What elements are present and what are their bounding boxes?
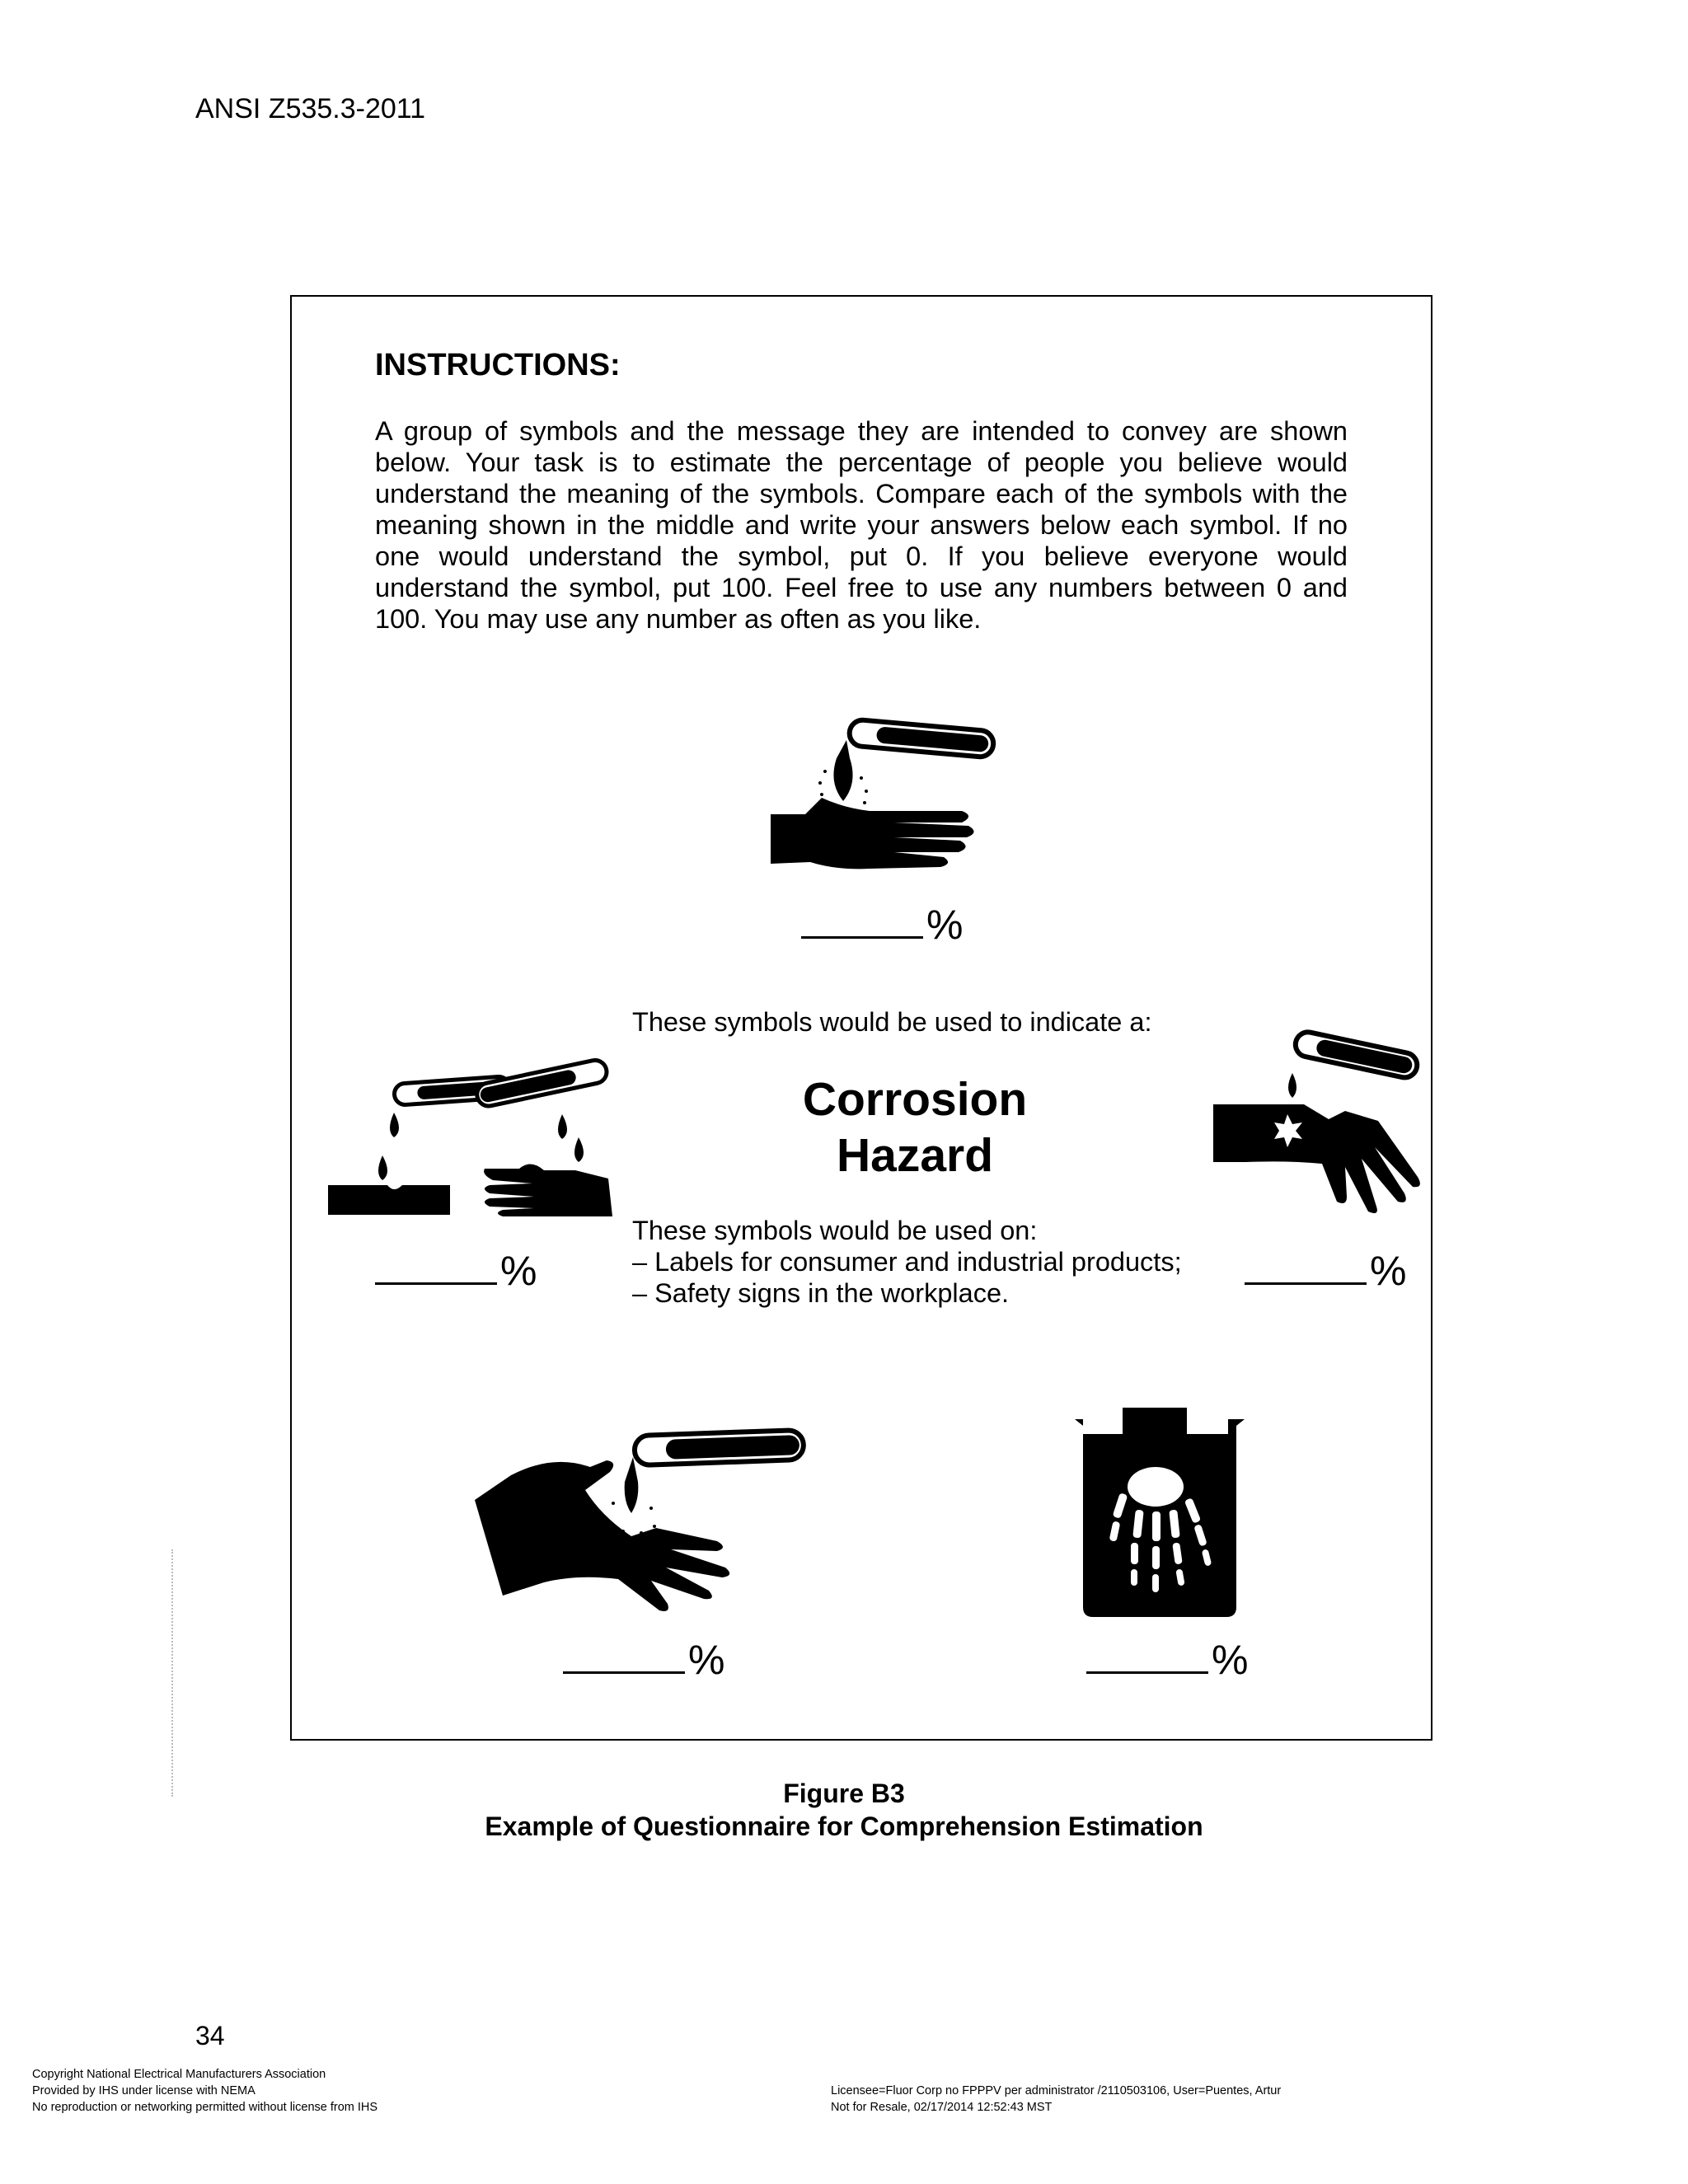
- test-tube-splashing-hand-icon: [1213, 1022, 1428, 1236]
- usage-list: [632, 1215, 1182, 1309]
- usage-heading: These symbols would be used on:: [632, 1216, 1038, 1245]
- test-tubes-dripping-on-surface-and-hand-icon: [328, 1055, 617, 1220]
- left-symbol-answer-blank[interactable]: [375, 1244, 537, 1295]
- top-symbol-answer-blank[interactable]: [801, 898, 963, 949]
- instructions-text: A group of symbols and the message they are intended to convey are shown below. Your task is to estimate the percentage of people you believe would understand the meaning of the symbols. Compare each of the symbols with the meaning shown in the middle and write your answers below each symbol. If no one would understand the symbol, put 0. If you believe everyone would understand the symbol, put 100. Feel free to use any numbers between 0 and 100. You may use any number as often as you like.: [375, 416, 1348, 634]
- bottom-left-symbol-answer-blank[interactable]: [563, 1633, 724, 1684]
- answer-line[interactable]: [1086, 1633, 1208, 1674]
- answer-line[interactable]: [1245, 1244, 1367, 1285]
- percent-sign: %: [688, 1637, 725, 1683]
- footer-line: No reproduction or networking permitted without license from IHS: [32, 2101, 378, 2114]
- document-header: ANSI Z535.3-2011: [195, 93, 426, 124]
- symbols-intro-text: These symbols would be used to indicate a:: [632, 1007, 1152, 1037]
- test-tube-dripping-on-hand-icon: [771, 709, 1001, 890]
- percent-sign: %: [1370, 1248, 1407, 1294]
- license-footer: [831, 2083, 1281, 2116]
- test-tube-pouring-on-palm-icon: [470, 1418, 816, 1632]
- percent-sign: %: [500, 1248, 537, 1294]
- side-watermark-strip: [171, 1549, 173, 1797]
- usage-item: – Labels for consumer and industrial products;: [632, 1247, 1182, 1277]
- hazard-title: [725, 1071, 1104, 1183]
- answer-line[interactable]: [375, 1244, 497, 1285]
- footer-line: Licensee=Fluor Corp no FPPPV per administrator /2110503106, User=Puentes, Artur: [831, 2084, 1282, 2097]
- footer-line: Not for Resale, 02/17/2014 12:52:43 MST: [831, 2101, 1053, 2114]
- usage-item: – Safety signs in the workplace.: [632, 1278, 1010, 1308]
- footer-line: Provided by IHS under license with NEMA: [32, 2084, 256, 2097]
- figure-label: Figure B3: [783, 1779, 905, 1808]
- figure-caption: Example of Questionnaire for Comprehension Estimation: [485, 1811, 1203, 1841]
- instructions-title: INSTRUCTIONS:: [375, 348, 621, 382]
- page-number: 34: [195, 2021, 225, 2050]
- hazard-line-2: Hazard: [836, 1129, 994, 1182]
- footer-line: Copyright National Electrical Manufacturers Association: [32, 2068, 326, 2081]
- bottom-right-symbol-answer-blank[interactable]: [1086, 1633, 1248, 1684]
- percent-sign: %: [926, 902, 964, 948]
- answer-line[interactable]: [801, 898, 923, 939]
- right-symbol-answer-blank[interactable]: [1245, 1244, 1406, 1295]
- percent-sign: %: [1212, 1637, 1249, 1683]
- hazard-line-1: Corrosion: [802, 1073, 1028, 1126]
- skeletal-hand-in-beaker-icon: [1071, 1401, 1253, 1624]
- answer-line[interactable]: [563, 1633, 685, 1674]
- copyright-footer: [32, 2066, 377, 2116]
